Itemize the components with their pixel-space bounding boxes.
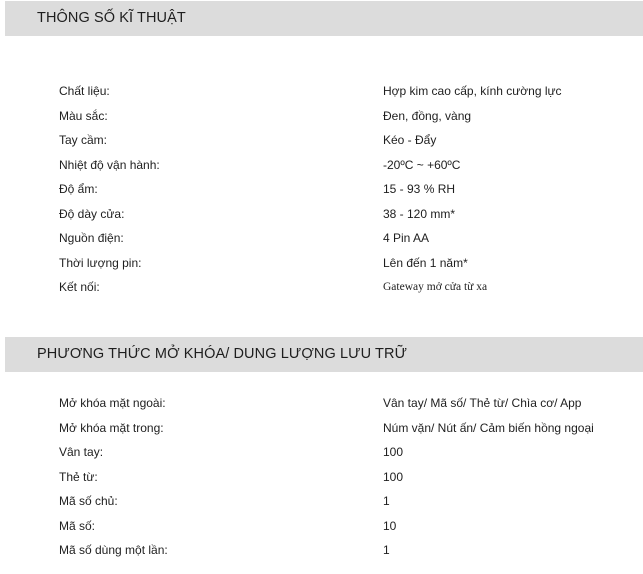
specs-list: [0, 79, 643, 300]
spec-label: Mã số:: [59, 518, 96, 533]
unlock-row-outside: [0, 391, 643, 416]
specs-section-header: [5, 1, 643, 36]
spec-row-operating-temperature: [0, 153, 643, 178]
spec-value: -20ºC ~ +60ºC: [383, 157, 461, 172]
spec-label: Mã số dùng một lần:: [59, 543, 168, 557]
spec-value: Gateway mở cửa từ xa: [383, 281, 488, 293]
unlock-row-one-time-code: [0, 538, 643, 563]
spec-label: Tay cầm:: [59, 133, 108, 147]
unlock-row-code: [0, 514, 643, 539]
spec-label: Thẻ từ:: [59, 469, 98, 484]
spec-label: Chất liệu:: [59, 84, 110, 98]
spec-row-battery-life: [0, 251, 643, 276]
spec-value: Lên đến 1 năm*: [383, 255, 468, 270]
spec-label: Độ dày cửa:: [59, 206, 125, 221]
unlock-row-master-code: [0, 489, 643, 514]
spec-value: Đen, đồng, vàng: [383, 108, 472, 123]
unlock-section-header: [5, 337, 643, 372]
spec-value: 1: [383, 494, 390, 508]
spec-label: Kết nối:: [59, 280, 100, 294]
spec-value: 100: [383, 445, 404, 459]
spec-value: Núm vặn/ Nút ấn/ Cảm biến hồng ngoại: [383, 420, 594, 435]
spec-label: Độ ẩm:: [59, 182, 98, 196]
spec-value: 1: [383, 543, 390, 557]
spec-value: Kéo - Đẩy: [383, 133, 437, 147]
unlock-row-fingerprint: [0, 440, 643, 465]
spec-label: Vân tay:: [59, 445, 104, 459]
unlock-section-title: PHƯƠNG THỨC MỞ KHÓA/ DUNG LƯỢNG LƯU TRỮ: [37, 346, 408, 362]
spec-label: Mã số chủ:: [59, 494, 118, 508]
spec-label: Thời lượng pin:: [59, 255, 142, 270]
spec-value: 100: [383, 469, 404, 484]
spec-value: 4 Pin AA: [383, 231, 430, 245]
spec-label: Nhiệt độ vận hành:: [59, 157, 160, 172]
spec-row-power-source: [0, 226, 643, 251]
spec-value: Hợp kim cao cấp, kính cường lực: [383, 84, 562, 98]
spec-value: 10: [383, 518, 397, 533]
spec-row-material: [0, 79, 643, 104]
spec-value: 15 - 93 % RH: [383, 182, 456, 196]
spec-row-connectivity: [0, 275, 643, 300]
specs-section-title: THÔNG SỐ KĨ THUẬT: [37, 10, 186, 26]
spec-label: Nguồn điện:: [59, 231, 124, 245]
spec-label: Mở khóa mặt ngoài:: [59, 396, 166, 410]
spec-row-handle: [0, 128, 643, 153]
unlock-row-card: [0, 465, 643, 490]
spec-row-humidity: [0, 177, 643, 202]
unlock-list: [0, 391, 643, 563]
spec-value: Vân tay/ Mã số/ Thẻ từ/ Chìa cơ/ App: [383, 396, 582, 410]
spec-value: 38 - 120 mm*: [383, 206, 456, 221]
spec-label: Màu sắc:: [59, 108, 108, 123]
spec-label: Mở khóa mặt trong:: [59, 420, 164, 435]
unlock-row-inside: [0, 416, 643, 441]
spec-row-color: [0, 104, 643, 129]
spec-row-door-thickness: [0, 202, 643, 227]
